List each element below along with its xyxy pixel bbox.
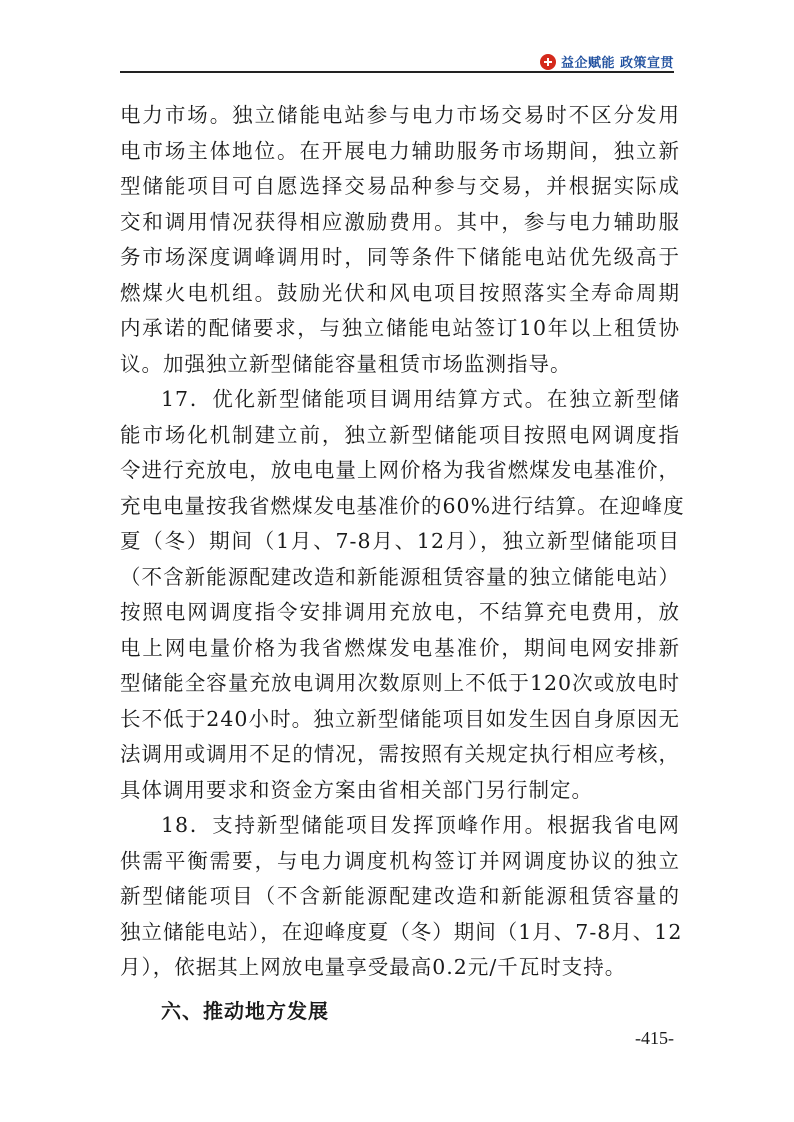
text-line: 交和调用情况获得相应激励费用。其中，参与电力辅助服 bbox=[120, 209, 680, 234]
text-line: 型储能全容量充放电调用次数原则上不低于120次或放电时 bbox=[120, 671, 680, 695]
text-line: （不含新能源配建改造和新能源租赁容量的独立储能电站） bbox=[120, 564, 680, 589]
section-heading: 六、推动地方发展 bbox=[161, 998, 329, 1023]
text-line: 充电电量按我省燃煤发电基准价的60%进行结算。在迎峰度 bbox=[120, 493, 685, 518]
text-line: 议。加强独立新型储能容量租赁市场监测指导。 bbox=[120, 351, 572, 376]
text-line: 令进行充放电，放电电量上网价格为我省燃煤发电基准价， bbox=[120, 458, 680, 482]
text-line: 新型储能项目（不含新能源配建改造和新能源租赁容量的 bbox=[120, 884, 680, 908]
text-line: 18．支持新型储能项目发挥顶峰作用。根据我省电网 bbox=[161, 813, 680, 837]
text-line: 务市场深度调峰调用时，同等条件下储能电站优先级高于 bbox=[120, 245, 680, 269]
text-line: 按照电网调度指令安排调用充放电，不结算充电费用，放 bbox=[120, 600, 680, 624]
page-number: -415- bbox=[635, 1028, 674, 1048]
text-line: 供需平衡需要，与电力调度机构签订并网调度协议的独立 bbox=[120, 848, 680, 873]
paragraph-item-18 bbox=[120, 808, 683, 986]
text-line: 电力市场。独立储能电站参与电力市场交易时不区分发用 bbox=[120, 103, 680, 127]
text-line: 电市场主体地位。在开展电力辅助服务市场期间，独立新 bbox=[120, 138, 680, 163]
text-line: 长不低于240小时。独立新型储能项目如发生因自身原因无 bbox=[120, 706, 680, 731]
header-brand bbox=[540, 52, 674, 71]
brand-text: 益企赋能 政策宣贯 bbox=[560, 56, 674, 71]
paragraph-electricity-market bbox=[120, 98, 680, 382]
text-line: 法调用或调用不足的情况，需按照有关规定执行相应考核， bbox=[120, 742, 680, 766]
text-line: 17．优化新型储能项目调用结算方式。在独立新型储 bbox=[161, 387, 680, 411]
text-line: 燃煤火电机组。鼓励光伏和风电项目按照落实全寿命周期 bbox=[120, 280, 680, 305]
text-line: 电上网电量价格为我省燃煤发电基准价，期间电网安排新 bbox=[120, 635, 680, 660]
paragraph-item-17 bbox=[120, 382, 685, 808]
document-body bbox=[120, 98, 685, 1029]
text-line: 夏（冬）期间（1月、7-8月、12月），独立新型储能项目 bbox=[120, 529, 680, 553]
text-line: 内承诺的配储要求，与独立储能电站签订10年以上租赁协 bbox=[120, 316, 680, 340]
text-line: 能市场化机制建立前，独立新型储能项目按照电网调度指 bbox=[120, 422, 680, 447]
text-line: 具体调用要求和资金方案由省相关部门另行制定。 bbox=[120, 777, 593, 802]
text-line: 月），依据其上网放电量享受最高0.2元/千瓦时支持。 bbox=[120, 955, 627, 979]
text-line: 独立储能电站），在迎峰度夏（冬）期间（1月、7-8月、12 bbox=[120, 919, 683, 944]
brand-logo-icon bbox=[540, 54, 556, 70]
header-divider bbox=[120, 71, 674, 73]
text-line: 型储能项目可自愿选择交易品种参与交易，并根据实际成 bbox=[120, 174, 680, 198]
